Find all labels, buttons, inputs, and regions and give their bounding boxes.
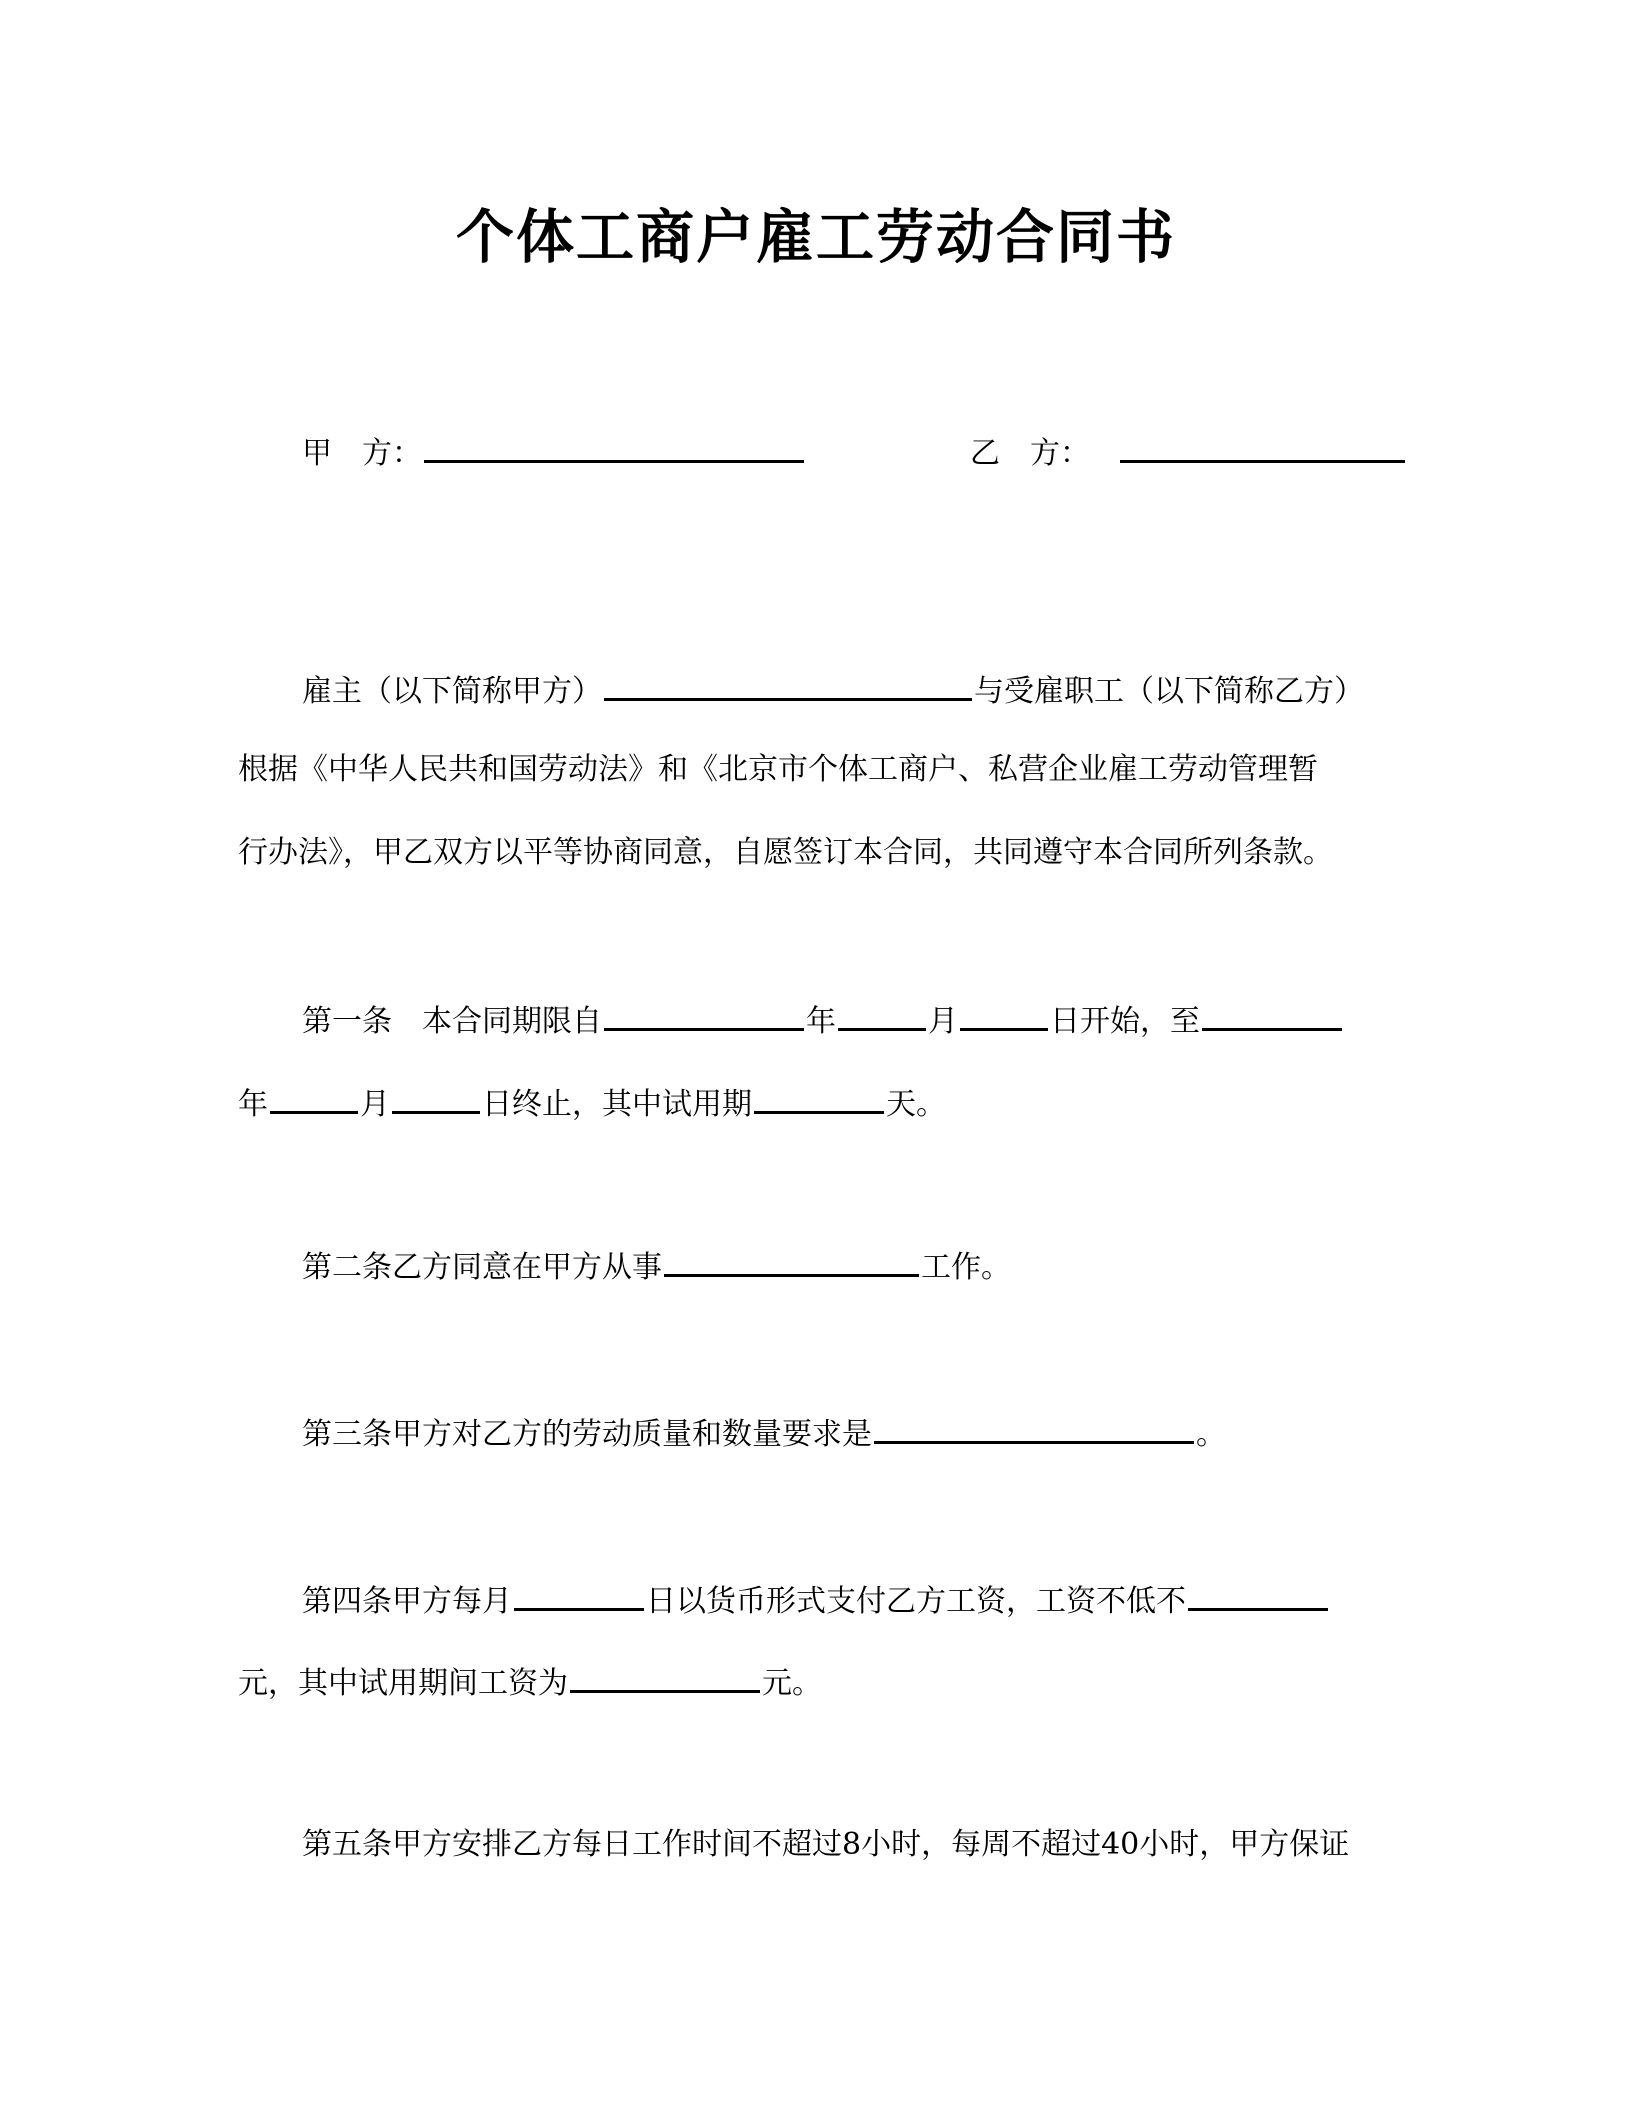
article-4-text: 日以货币形式支付乙方工资，工资不低不 [646,1584,1186,1619]
end-year-blank[interactable] [1202,998,1342,1031]
article-1-text: 第一条 本合同期限自 [302,1004,602,1039]
article-4-text: 元，其中试用期间工资为 [238,1666,568,1701]
month-label: 月 [928,1004,958,1039]
end-month-blank[interactable] [270,1081,358,1114]
preamble-line-1 [302,668,1364,712]
article-3-text: 第三条甲方对乙方的劳动质量和数量要求是 [302,1417,872,1452]
article-5: 第五条甲方安排乙方每日工作时间不超过8小时，每周不超过40小时，甲方保证 [302,1827,1350,1862]
party-a-blank[interactable] [424,430,804,463]
end-day-blank[interactable] [392,1081,480,1114]
trial-days-blank[interactable] [754,1081,884,1114]
trial-wage-blank[interactable] [570,1660,760,1693]
article-4-line-2 [238,1660,822,1704]
article-4-text: 元。 [762,1666,822,1701]
requirements-blank[interactable] [874,1411,1194,1444]
employer-name-blank[interactable] [604,668,972,701]
party-b-label: 乙 方： [970,436,1090,471]
preamble-line-2: 根据《中华人民共和国劳动法》和《北京市个体工商户、私营企业雇工劳动管理暂 [238,752,1318,787]
article-2-text: 第二条乙方同意在甲方从事 [302,1250,662,1285]
article-4-text: 第四条甲方每月 [302,1584,512,1619]
article-2-text: 工作。 [921,1250,1011,1285]
preamble-line-3: 行办法》，甲乙双方以平等协商同意，自愿签订本合同，共同遵守本合同所列条款。 [238,835,1333,870]
article-4-line-1 [302,1578,1330,1622]
article-2 [302,1244,1011,1288]
preamble-text: 雇主（以下简称甲方） [302,674,602,709]
month-label: 月 [360,1087,390,1122]
document-title: 个体工商户雇工劳动合同书 [455,203,1176,271]
party-b-row [970,430,1407,474]
start-month-blank[interactable] [838,998,926,1031]
preamble-text: 与受雇职工（以下简称乙方） [974,674,1364,709]
party-a-label: 甲 方： [302,436,422,471]
min-wage-blank[interactable] [1188,1578,1328,1611]
article-3-text: 。 [1196,1417,1226,1452]
start-day-blank[interactable] [960,998,1048,1031]
party-a-row [302,430,806,474]
days-label: 天。 [886,1087,946,1122]
article-1-line-1 [302,998,1344,1042]
pay-day-blank[interactable] [514,1578,644,1611]
article-3 [302,1411,1226,1455]
day-end-label: 日终止，其中试用期 [482,1087,752,1122]
day-start-label: 日开始，至 [1050,1004,1200,1039]
party-b-blank[interactable] [1120,430,1405,463]
year-label: 年 [806,1004,836,1039]
article-1-line-2 [238,1081,946,1125]
job-blank[interactable] [664,1244,919,1277]
start-year-blank[interactable] [604,998,804,1031]
year-label: 年 [238,1087,268,1122]
